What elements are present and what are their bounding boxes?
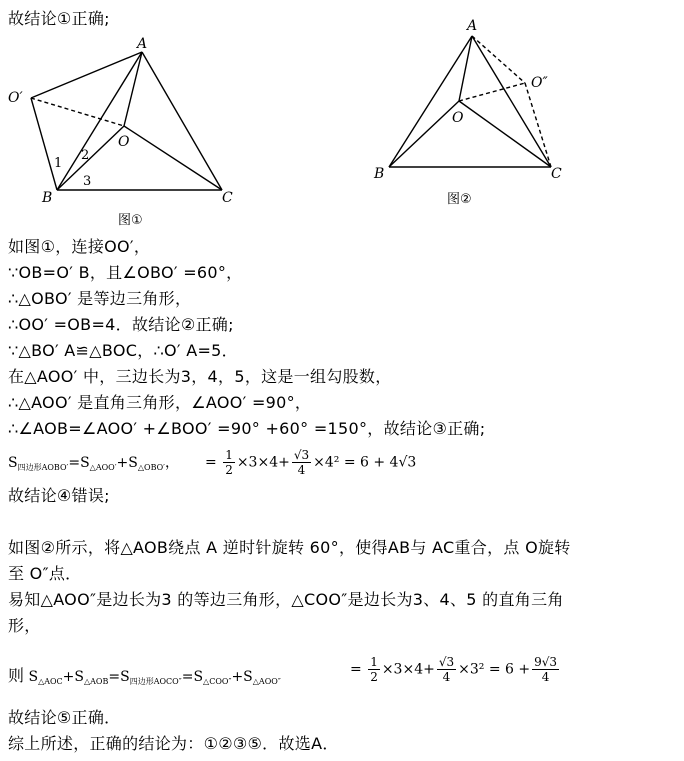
text-line-13: 易知△AOO″是边长为3 的等边三角形，△COO″是边长为3、4、5 的直角三角 [8, 590, 564, 609]
fig2-seg-OppC [525, 83, 551, 167]
fig1-seg-OC [124, 126, 222, 190]
f2-ze: 则 [8, 666, 25, 685]
text-line-16: 综上所述，正确的结论为：①②③⑤．故选A． [8, 734, 339, 753]
formula-1-lhs [8, 455, 179, 471]
f2-sub1: △AOC [38, 677, 63, 686]
fig1-angle-2: 2 [81, 148, 90, 163]
fig2-seg-OC [459, 101, 551, 167]
formula-1 [8, 452, 179, 473]
f2-e2: =S [181, 669, 204, 685]
fig2-label-C: C [551, 166, 562, 182]
f2-sub2: △AOB [84, 677, 109, 686]
text-line-1: 故结论①正确; [8, 9, 110, 28]
f2-t1: ×3×4+ [381, 661, 435, 678]
fig1-label-A: A [137, 36, 148, 52]
text-line-5: ∴OO′ =OB=4．故结论②正确; [8, 315, 234, 334]
fig2-label-A: A [467, 18, 478, 34]
fig2-seg-AC [472, 36, 551, 167]
f2-p1: +S [62, 669, 84, 685]
fig1-seg-OpB [31, 98, 57, 190]
text-line-7: 在△AOO′ 中，三边长为3，4，5，这是一组勾股数， [8, 367, 392, 386]
fig2-seg-OOpp [459, 83, 525, 101]
f2-frac-2: $\frac{√3}{4}$ [438, 655, 455, 684]
fig1-label-O: O [118, 134, 130, 150]
text-line-10: 故结论④错误; [8, 486, 110, 505]
f2-p2: +S [231, 669, 253, 685]
text-line-6: ∵△BO′ A≌△BOC，∴O′ A=5． [8, 341, 238, 360]
f1-plus1: +S [116, 455, 138, 471]
fig1-angle-1: 1 [54, 156, 63, 171]
fig2-label-Opp: O″ [531, 75, 548, 91]
f1-t2: ×4² = 6 + 4√3 [313, 454, 417, 471]
text-line-4: ∴△OBO′ 是等边三角形， [8, 289, 192, 308]
f2-frac-1: $\frac{1}{2}$ [370, 655, 378, 684]
text-line-14: 形， [8, 616, 41, 635]
fig2-seg-AOpp [472, 36, 525, 83]
fig1-seg-OA [124, 52, 142, 126]
formula-2 [8, 663, 281, 687]
f1-t1: ×3×4+ [236, 454, 290, 471]
text-line-12: 至 O″点． [8, 564, 82, 583]
f2-lead: = [350, 661, 362, 678]
figure-2 [360, 10, 590, 215]
f2-t2: ×3² = 6 + [458, 661, 531, 678]
f1-sub3: △OBO′ [137, 463, 165, 472]
fig1-label-C: C [222, 190, 233, 206]
text-line-3: ∵OB=O′ B，且∠OBO′ =60°， [8, 263, 243, 282]
text-line-11: 如图②所示，将△AOB绕点 A 逆时针旋转 60°，使得AB与 AC重合，点 O旋转 [8, 538, 571, 557]
f1-comma: ， [165, 455, 179, 471]
text-line-2: 如图①，连接OO′， [8, 237, 151, 256]
formula-1-rhs: = $\frac{1}{2}$ ×3×4+ $\frac{√3}{4}$ ×4² = 6 + 4√3 [205, 448, 417, 477]
fig1-seg-OOp [31, 98, 124, 126]
f2-sub3: 四边形AOCO″ [129, 677, 182, 686]
fig2-caption: 图② [447, 192, 472, 207]
f1-sub1: 四边形AOBO′ [17, 463, 69, 472]
f1-sub2: △AOO′ [89, 463, 117, 472]
f1-eq1: =S [68, 455, 90, 471]
fig1-angle-3: 3 [83, 174, 92, 189]
fig1-label-B: B [42, 190, 53, 206]
f2-e1: =S [108, 669, 130, 685]
text-line-9: ∴∠AOB=∠AOO′ +∠BOO′ =90° +60° =150°，故结论③正确; [8, 419, 486, 438]
fig2-label-B: B [374, 166, 385, 182]
f2-frac-3: $\frac{9√3}{4}$ [534, 655, 558, 684]
fig1-seg-BA [57, 52, 142, 190]
formula-2-rhs [350, 655, 561, 684]
text-line-8: ∴△AOO′ 是直角三角形，∠AOO′ =90°， [8, 393, 312, 412]
fig1-seg-AC [142, 52, 222, 190]
f1-s1: S [8, 455, 18, 471]
f1-frac-2: $\frac{√3}{4}$ [293, 448, 310, 477]
fig1-caption: 图① [118, 213, 143, 228]
fig1-label-Op: O′ [8, 90, 23, 106]
f2-s1: S [28, 669, 39, 685]
f2-sub5: △AOO″ [252, 677, 281, 686]
fig2-label-O: O [452, 110, 464, 126]
f1-frac-1: $\frac{1}{2}$ [225, 448, 233, 477]
figure-1 [0, 28, 260, 238]
f2-sub4: △COO″ [203, 677, 232, 686]
text-line-15: 故结论⑤正确． [8, 708, 121, 727]
fig1-seg-OpA [31, 52, 142, 98]
